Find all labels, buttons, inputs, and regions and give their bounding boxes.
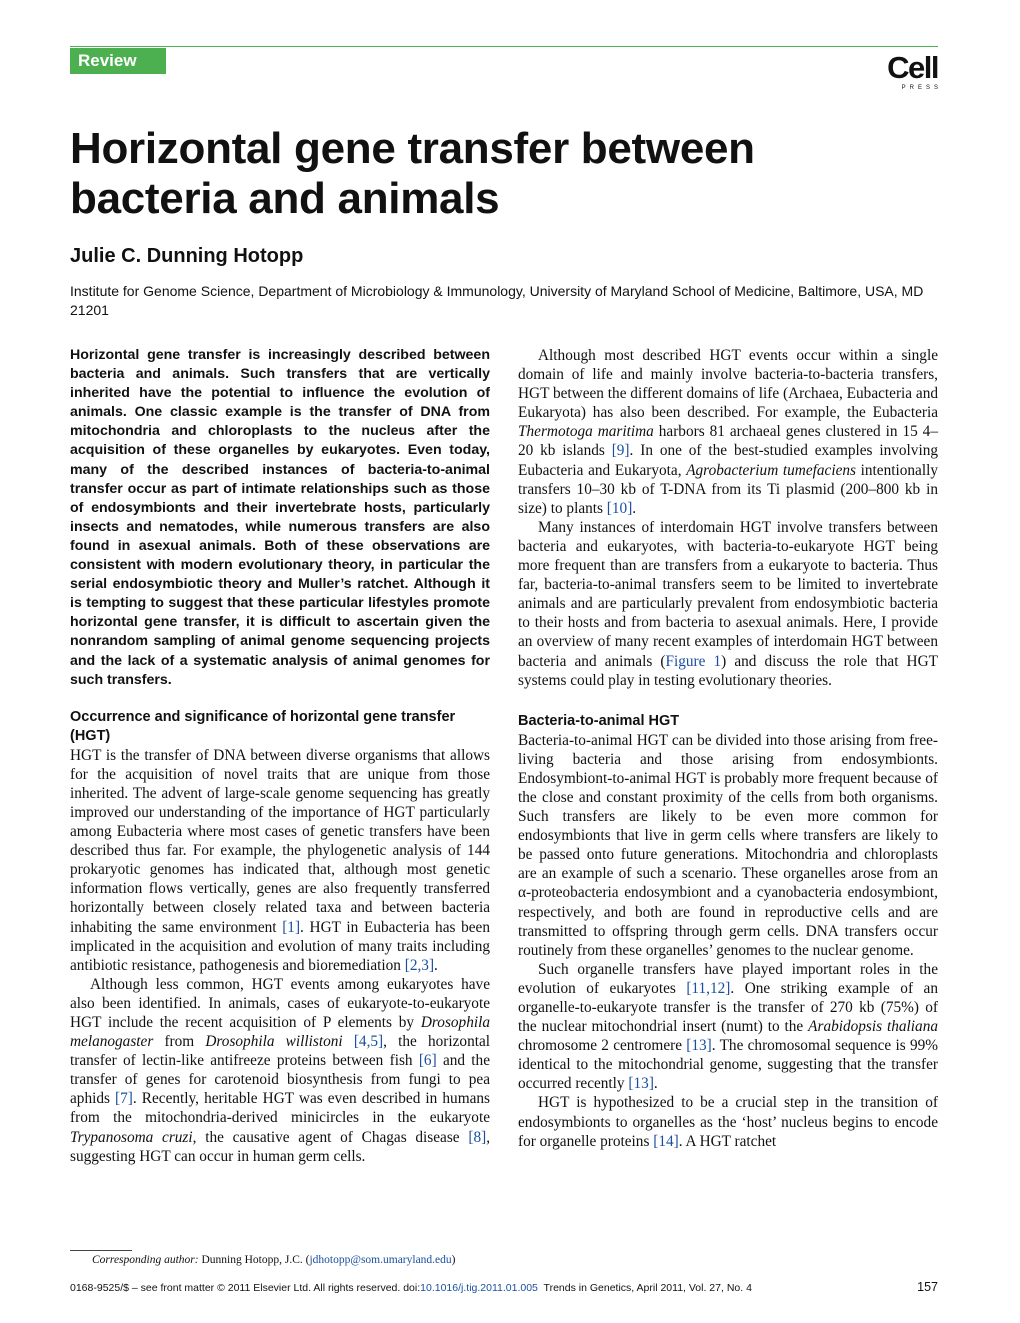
- text: Such organelle transfers have played important roles in the evolution of eukaryotes: [518, 960, 938, 997]
- article-title: Horizontal gene transfer between bacteria and animals: [70, 124, 755, 223]
- paragraph: Bacteria-to-animal HGT can be divided into those arising from free-living bacteria and those arising from endosymbionts. Endosymbiont-to-animal HGT is probably more frequent because of the close and constant proximity of the cells from both organisms. Such transfers are likely to be even more common for endosymbionts that live in germ cells where transfers are likely to be passed onto future generations. Mitochondria and chloroplasts are an example of such a scenario. These organelles arose from an α-proteobacteria endosymbiont and a cyanobacteria endosymbiont, respectively, and both are found in reproductive cells and are transmitted to offspring through germ cells. DNA transfers occur routinely from these organelles’ genomes to the nuclear genome.: [518, 731, 938, 959]
- text: .: [653, 1075, 658, 1093]
- section-heading-bacteria-to-animal: Bacteria-to-animal HGT: [518, 712, 680, 729]
- text: harbors 81 archaeal genes clustered in 15 4–20 kb islands: [518, 423, 938, 460]
- species-name: Drosophila willistoni: [205, 1033, 343, 1051]
- paragraph: [70, 746, 490, 975]
- figure-link[interactable]: Figure 1: [665, 652, 722, 670]
- review-badge: Review: [70, 48, 166, 74]
- page-number: 157: [917, 1280, 938, 1294]
- corresponding-author-note: [92, 1254, 456, 1266]
- text: . Recently, heritable HGT was even described in humans from the mitochondria-derived minicircles in the eukaryote: [70, 1090, 490, 1127]
- text: , the causative agent of Chagas disease: [192, 1128, 469, 1146]
- species-name: Arabidopsis thaliana: [808, 1018, 938, 1036]
- page-footer: [70, 1282, 752, 1294]
- citation-link[interactable]: [2,3]: [404, 956, 435, 974]
- text: HGT is the transfer of DNA between diverse organisms that allows for the acquisition of novel traits that are unique from those inherited. The advent of large-scale genome sequencing has greatly improved our understanding of the importance of HGT particularly among Eubacteria where most cases of genetic transfers have been described thus far. For example, the phylogenetic analysis of 144 prokaryotic genomes has indicated that, although most genetic information flows vertically, genes are also frequently transferred horizontally between closely related taxa and between bacteria inhabiting the same environment: [70, 746, 490, 936]
- citation-link[interactable]: [7]: [115, 1090, 133, 1108]
- text: , the horizontal transfer of lectin-like antifreeze proteins between fish: [70, 1033, 491, 1070]
- citation-link[interactable]: [9]: [611, 442, 630, 460]
- paragraph: [518, 1093, 938, 1150]
- citation-link[interactable]: [8]: [468, 1128, 487, 1146]
- abstract: Horizontal gene transfer is increasingly described between bacteria and animals. Such transfers that are vertically inherited have the potential to influence the evolution of animals. One classic example is the transfer of DNA from mitochondria and chloroplasts to the nucleus after the acquisition of these organelles by eukaryotes. Even today, many of the described instances of bacteria-to-animal transfer occur as part of intimate relationships such as those of endosymbionts and their invertebrate hosts, particularly insects and nematodes, while numerous transfers are also found in asexual animals. Both of these observations are consistent with modern evolutionary theory, in particular the serial endosymbiotic theory and Muller’s ratchet. Although it is tempting to suggest that these particular lifestyles promote horizontal gene transfer, it is difficult to ascertain given the nonrandom sampling of animal genome sequencing projects and the lack of a systematic analysis of animal genomes for such transfers.: [70, 347, 490, 688]
- text: from: [153, 1033, 206, 1051]
- text: and the transfer of genes for carotenoid biosynthesis from fungi to pea aphids: [70, 1052, 490, 1108]
- footnote-rule: [70, 1250, 132, 1251]
- cell-press-logo: [878, 50, 942, 92]
- footnote-close: ): [451, 1254, 456, 1266]
- species-name: Thermotoga maritima: [518, 423, 654, 441]
- text: .: [434, 956, 438, 974]
- text: Many instances of interdomain HGT involve transfers between bacteria and eukaryotes, with bacteria-to-eukaryote HGT being more frequent than are transfers from a eukaryote to bacteria. Thus far, bacteria-to-animal transfers seem to be limited to invertebrate animals and are particularly prevalent from endosymbiotic bacteria to their hosts and from bacteria to asexual animals. Here, I provide an overview of many recent examples of interdomain HGT between bacteria and animals (: [518, 518, 938, 670]
- author-name: Julie C. Dunning Hotopp: [70, 245, 304, 267]
- footnote-name: Dunning Hotopp, J.C. (: [198, 1254, 310, 1266]
- citation-link[interactable]: [11,12]: [686, 979, 731, 997]
- text: .: [632, 499, 637, 517]
- email-link[interactable]: jdhotopp@som.umaryland.edu: [309, 1254, 452, 1266]
- text: ) and discuss the role that HGT systems could play in testing evolutionary theories.: [518, 652, 938, 689]
- text: Although less common, HGT events among eukaryotes have also been identified. In animals, cases of eukaryote-to-eukaryote HGT include the recent acquisition of P elements by: [70, 975, 490, 1031]
- paragraph: [518, 346, 938, 518]
- header-rule: [70, 46, 938, 47]
- text: . In one of the best-studied examples involving Eubacteria and Eukaryota,: [518, 442, 938, 479]
- citation-link[interactable]: [13]: [628, 1075, 654, 1093]
- citation-link[interactable]: [10]: [606, 499, 633, 517]
- footer-issn: 0168-9525/$ – see front matter © 2011 Elsevier Ltd. All rights reserved. doi:: [70, 1282, 421, 1294]
- footnote-label: Corresponding author:: [92, 1254, 199, 1266]
- author-affiliation: Institute for Genome Science, Department of Microbiology & Immunology, University of Maryland School of Medicine, Baltimore, USA, MD 21201: [70, 283, 924, 318]
- section-heading-hgt: Occurrence and significance of horizontal gene transfer (HGT): [70, 708, 456, 744]
- right-column: [518, 346, 938, 1151]
- logo-word: Cell: [887, 50, 938, 85]
- paragraph: [518, 518, 938, 690]
- text: Although most described HGT events occur within a single domain of life and mainly involve bacteria-to-bacteria transfers, HGT between the different domains of life (Archaea, Eubacteria and Eukaryota) has also been described. For example, the Eubacteria: [518, 347, 938, 422]
- text: . HGT in Eubacteria has been implicated in the acquisition and evolution of many traits including antibiotic resistance, pathogenesis and bioremediation: [70, 918, 490, 974]
- paragraph: [518, 960, 938, 1094]
- citation-link[interactable]: [13]: [686, 1037, 712, 1055]
- species-name: Drosophila melanogaster: [70, 1014, 490, 1051]
- text: , suggesting HGT can occur in human germ cells.: [70, 1128, 491, 1165]
- citation-link[interactable]: [4,5]: [353, 1033, 384, 1051]
- doi-link[interactable]: 10.1016/j.tig.2011.01.005: [420, 1282, 538, 1294]
- citation-link[interactable]: [1]: [282, 918, 301, 936]
- journal-citation: Trends in Genetics, April 2011, Vol. 27, No. 4: [537, 1282, 752, 1294]
- left-column: [70, 346, 490, 1166]
- species-name: Agrobacterium tumefaciens: [686, 461, 856, 479]
- citation-link[interactable]: [14]: [653, 1132, 679, 1150]
- citation-link[interactable]: [6]: [418, 1052, 437, 1070]
- logo-subtitle: PRESS: [901, 85, 942, 91]
- text: intentionally transfers 10–30 kb of T-DNA from its Ti plasmid (200–800 kb in size) to plants: [518, 461, 938, 517]
- text: chromosome 2 centromere: [518, 1037, 687, 1055]
- text: HGT is hypothesized to be a crucial step in the transition of endosymbionts to organelles as the ‘host’ nucleus begins to encode for organelle proteins: [518, 1094, 938, 1150]
- text: . A HGT ratchet: [678, 1132, 777, 1150]
- species-name: Trypanosoma cruzi: [70, 1128, 193, 1146]
- text: . The chromosomal sequence is 99% identical to the mitochondrial genome, suggesting that the transfer occurred recently: [518, 1037, 938, 1093]
- text: . One striking example of an organelle-to-eukaryote transfer is the transfer of 270 kb (75%) of the nuclear mitochondrial insert (numt) to the: [518, 979, 938, 1036]
- paragraph: [70, 975, 490, 1166]
